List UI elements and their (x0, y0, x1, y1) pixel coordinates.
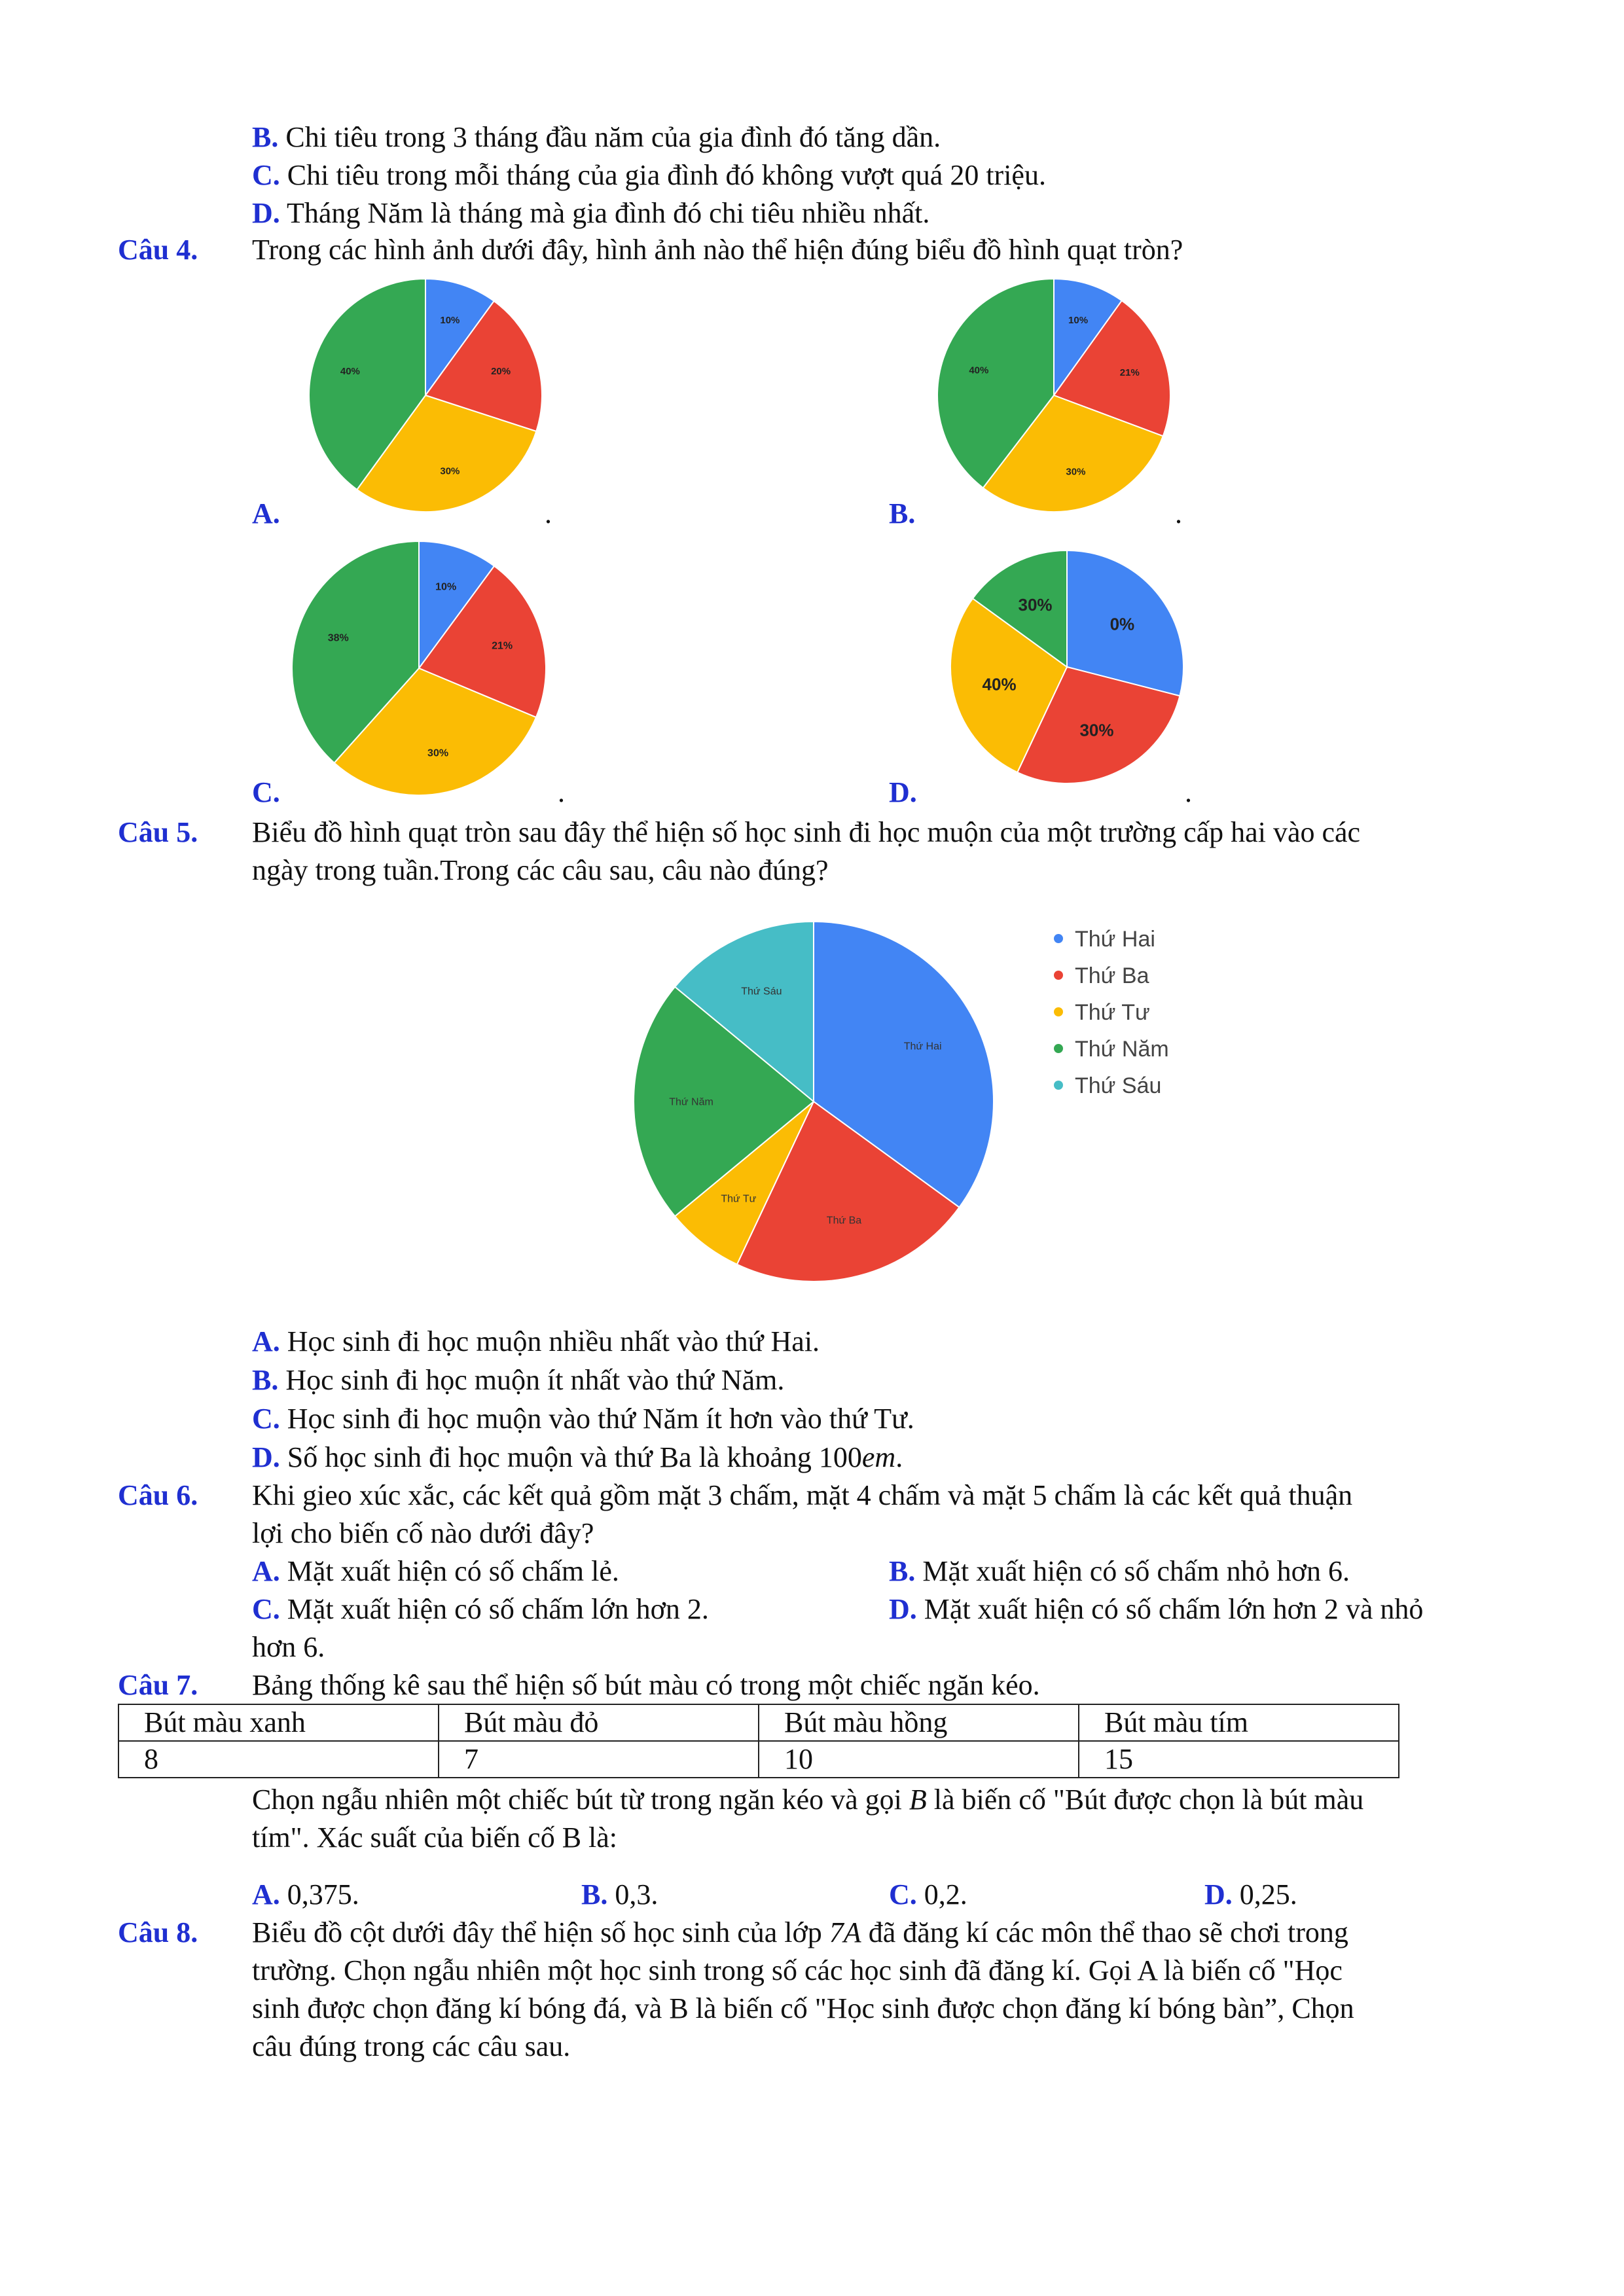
option-text: Chi tiêu trong 3 tháng đầu năm của gia đình đó tăng dần. (278, 121, 941, 153)
q4-pie-a (281, 275, 556, 524)
pie-slice-label: Thứ Sáu (741, 986, 782, 997)
q7-question-line2: tím". Xác suất của biến cố B là: (252, 1821, 618, 1854)
pie-slice-label: 30% (440, 465, 460, 477)
q6-question-line2: lợi cho biến cố nào dưới đây? (252, 1517, 594, 1549)
variable: 7A (829, 1916, 861, 1948)
pie-slice-label: 21% (492, 640, 513, 652)
pie-slice-label: 30% (1079, 720, 1114, 740)
q4-option-c[interactable]: C. (252, 776, 280, 808)
q5-option-c[interactable]: C. Học sinh đi học muộn vào thứ Năm ít hơn vào thứ Tư. (252, 1403, 914, 1435)
q4-option-c-end: . (558, 776, 565, 808)
q3-option-c (252, 156, 1046, 194)
legend-item-thu-tu: Thứ Tư (1054, 1000, 1150, 1026)
pie-slice-label: 30% (427, 747, 449, 759)
legend-swatch (1054, 1007, 1063, 1016)
option-label: D. (252, 197, 280, 229)
q5-option-d[interactable]: D. Số học sinh đi học muộn và thứ Ba là khoảng 100em. (252, 1441, 903, 1473)
table-header-cell: Bút màu tím (1079, 1704, 1399, 1741)
pie-slice-label: 40% (340, 365, 360, 377)
q7-stat-table (118, 1704, 1399, 1778)
q4-number: Câu 4. (118, 234, 198, 266)
pie-slice-label: Thứ Năm (669, 1096, 713, 1108)
option-label: C. (252, 159, 280, 191)
legend-item-thu-ba: Thứ Ba (1054, 963, 1149, 989)
q8-number: Câu 8. (118, 1916, 198, 1948)
pie-slice-label: 10% (440, 315, 460, 327)
legend-item-thu-hai: Thứ Hai (1054, 927, 1155, 952)
q5-pie (615, 913, 1008, 1299)
q4-option-b-end: . (1175, 497, 1182, 529)
q3-option-b (252, 118, 941, 156)
q4-pie-d (910, 540, 1185, 802)
pie-slice-label: Thứ Ba (826, 1215, 862, 1227)
q4-option-b[interactable]: B. (889, 497, 916, 529)
legend-swatch (1054, 934, 1063, 943)
table-header-cell: Bút màu hồng (759, 1704, 1079, 1741)
q4-option-a[interactable]: A. (252, 497, 280, 529)
table-header-row (118, 1704, 1399, 1741)
pie-slice-label: 10% (1068, 315, 1089, 327)
table-cell: 8 (118, 1741, 439, 1778)
pie-slice-label: 30% (1066, 466, 1086, 478)
variable: B (909, 1784, 927, 1816)
table-header-cell: Bút màu đỏ (439, 1704, 759, 1741)
q5-question-line2: ngày trong tuần.Trong các câu sau, câu nào đúng? (252, 854, 829, 886)
pie-slice-label: 21% (1119, 367, 1140, 379)
table-cell: 10 (759, 1741, 1079, 1778)
q4-pie-c (281, 540, 556, 802)
q4-option-a-end: . (545, 497, 552, 529)
q7-question-text: Bảng thống kê sau thể hiện số bút màu có trong một chiếc ngăn kéo. (252, 1669, 1040, 1701)
legend-item-thu-sau: Thứ Sáu (1054, 1073, 1161, 1099)
q4-option-d-end: . (1185, 776, 1192, 808)
option-text: Chi tiêu trong mỗi tháng của gia đình đó không vượt quá 20 triệu. (280, 159, 1046, 191)
pie-slice-label: 40% (982, 674, 1017, 694)
q6-option-a[interactable]: A. Mặt xuất hiện có số chấm lẻ. (252, 1555, 619, 1587)
table-row (118, 1741, 1399, 1778)
q7-option-c[interactable]: C. 0,2. (889, 1878, 967, 1910)
q8-question-line4: câu đúng trong các câu sau. (252, 2030, 571, 2062)
pie-slice-label: 30% (1018, 594, 1053, 615)
q8-question-line3: sinh được chọn đăng kí bóng đá, và B là biến cố "Học sinh được chọn đăng kí bóng bàn”, Chọn (252, 1992, 1354, 2024)
q5-option-b[interactable]: B. Học sinh đi học muộn ít nhất vào thứ Năm. (252, 1364, 785, 1396)
pie-slice-label: 40% (969, 365, 989, 376)
option-text: Tháng Năm là tháng mà gia đình đó chi tiêu nhiều nhất. (280, 197, 930, 229)
pie-slice-label: Thứ Hai (903, 1041, 942, 1052)
pie-slice-label: 20% (491, 365, 511, 377)
legend-swatch (1054, 971, 1063, 980)
q6-option-d-cont: hơn 6. (252, 1631, 325, 1663)
q7-number: Câu 7. (118, 1669, 198, 1701)
legend-item-thu-nam: Thứ Năm (1054, 1037, 1169, 1062)
pie-slice-label: 38% (327, 632, 349, 644)
q4-pie-b (910, 275, 1185, 524)
value: 100 (818, 1441, 862, 1473)
pie-slice-label: 0% (1110, 614, 1135, 634)
legend-swatch (1054, 1044, 1063, 1053)
q4-option-d[interactable]: D. (889, 776, 917, 808)
q6-option-c[interactable]: C. Mặt xuất hiện có số chấm lớn hơn 2. (252, 1593, 709, 1625)
table-cell: 7 (439, 1741, 759, 1778)
table-header-cell: Bút màu xanh (118, 1704, 439, 1741)
q6-option-d[interactable]: D. Mặt xuất hiện có số chấm lớn hơn 2 và nhỏ (889, 1593, 1424, 1625)
legend-swatch (1054, 1081, 1063, 1090)
q6-option-b[interactable]: B. Mặt xuất hiện có số chấm nhỏ hơn 6. (889, 1555, 1350, 1587)
option-label: B. (252, 121, 279, 153)
q6-number: Câu 6. (118, 1479, 198, 1511)
q8-question-line1: Biểu đồ cột dưới đây thể hiện số học sinh của lớp 7A đã đăng kí các môn thể thao sẽ chơi trong (252, 1916, 1348, 1948)
q5-number: Câu 5. (118, 816, 198, 848)
q7-question-line1: Chọn ngẫu nhiên một chiếc bút từ trong ngăn kéo và gọi B là biến cố "Bút được chọn là bút màu (252, 1784, 1364, 1816)
q7-option-a[interactable]: A. 0,375. (252, 1878, 359, 1910)
q3-option-d (252, 194, 929, 232)
table-cell: 15 (1079, 1741, 1399, 1778)
q7-option-d[interactable]: D. 0,25. (1204, 1878, 1297, 1910)
q8-question-line2: trường. Chọn ngẫu nhiên một học sinh trong số các học sinh đã đăng kí. Gọi A là biến cố "Học (252, 1954, 1343, 1986)
pie-slice-label: 10% (435, 581, 457, 593)
pie-slice-label: Thứ Tư (721, 1193, 757, 1205)
q6-question-line1: Khi gieo xúc xắc, các kết quả gồm mặt 3 chấm, mặt 4 chấm và mặt 5 chấm là các kết quả thuận (252, 1479, 1353, 1511)
q7-option-b[interactable]: B. 0,3. (581, 1878, 659, 1910)
q5-option-a[interactable]: A. Học sinh đi học muộn nhiều nhất vào thứ Hai. (252, 1325, 820, 1357)
q4-question-text: Trong các hình ảnh dưới đây, hình ảnh nào thể hiện đúng biểu đồ hình quạt tròn? (252, 234, 1183, 266)
unit: em (861, 1441, 896, 1473)
q5-question-line1: Biểu đồ hình quạt tròn sau đây thể hiện số học sinh đi học muộn của một trường cấp hai vào các (252, 816, 1361, 848)
